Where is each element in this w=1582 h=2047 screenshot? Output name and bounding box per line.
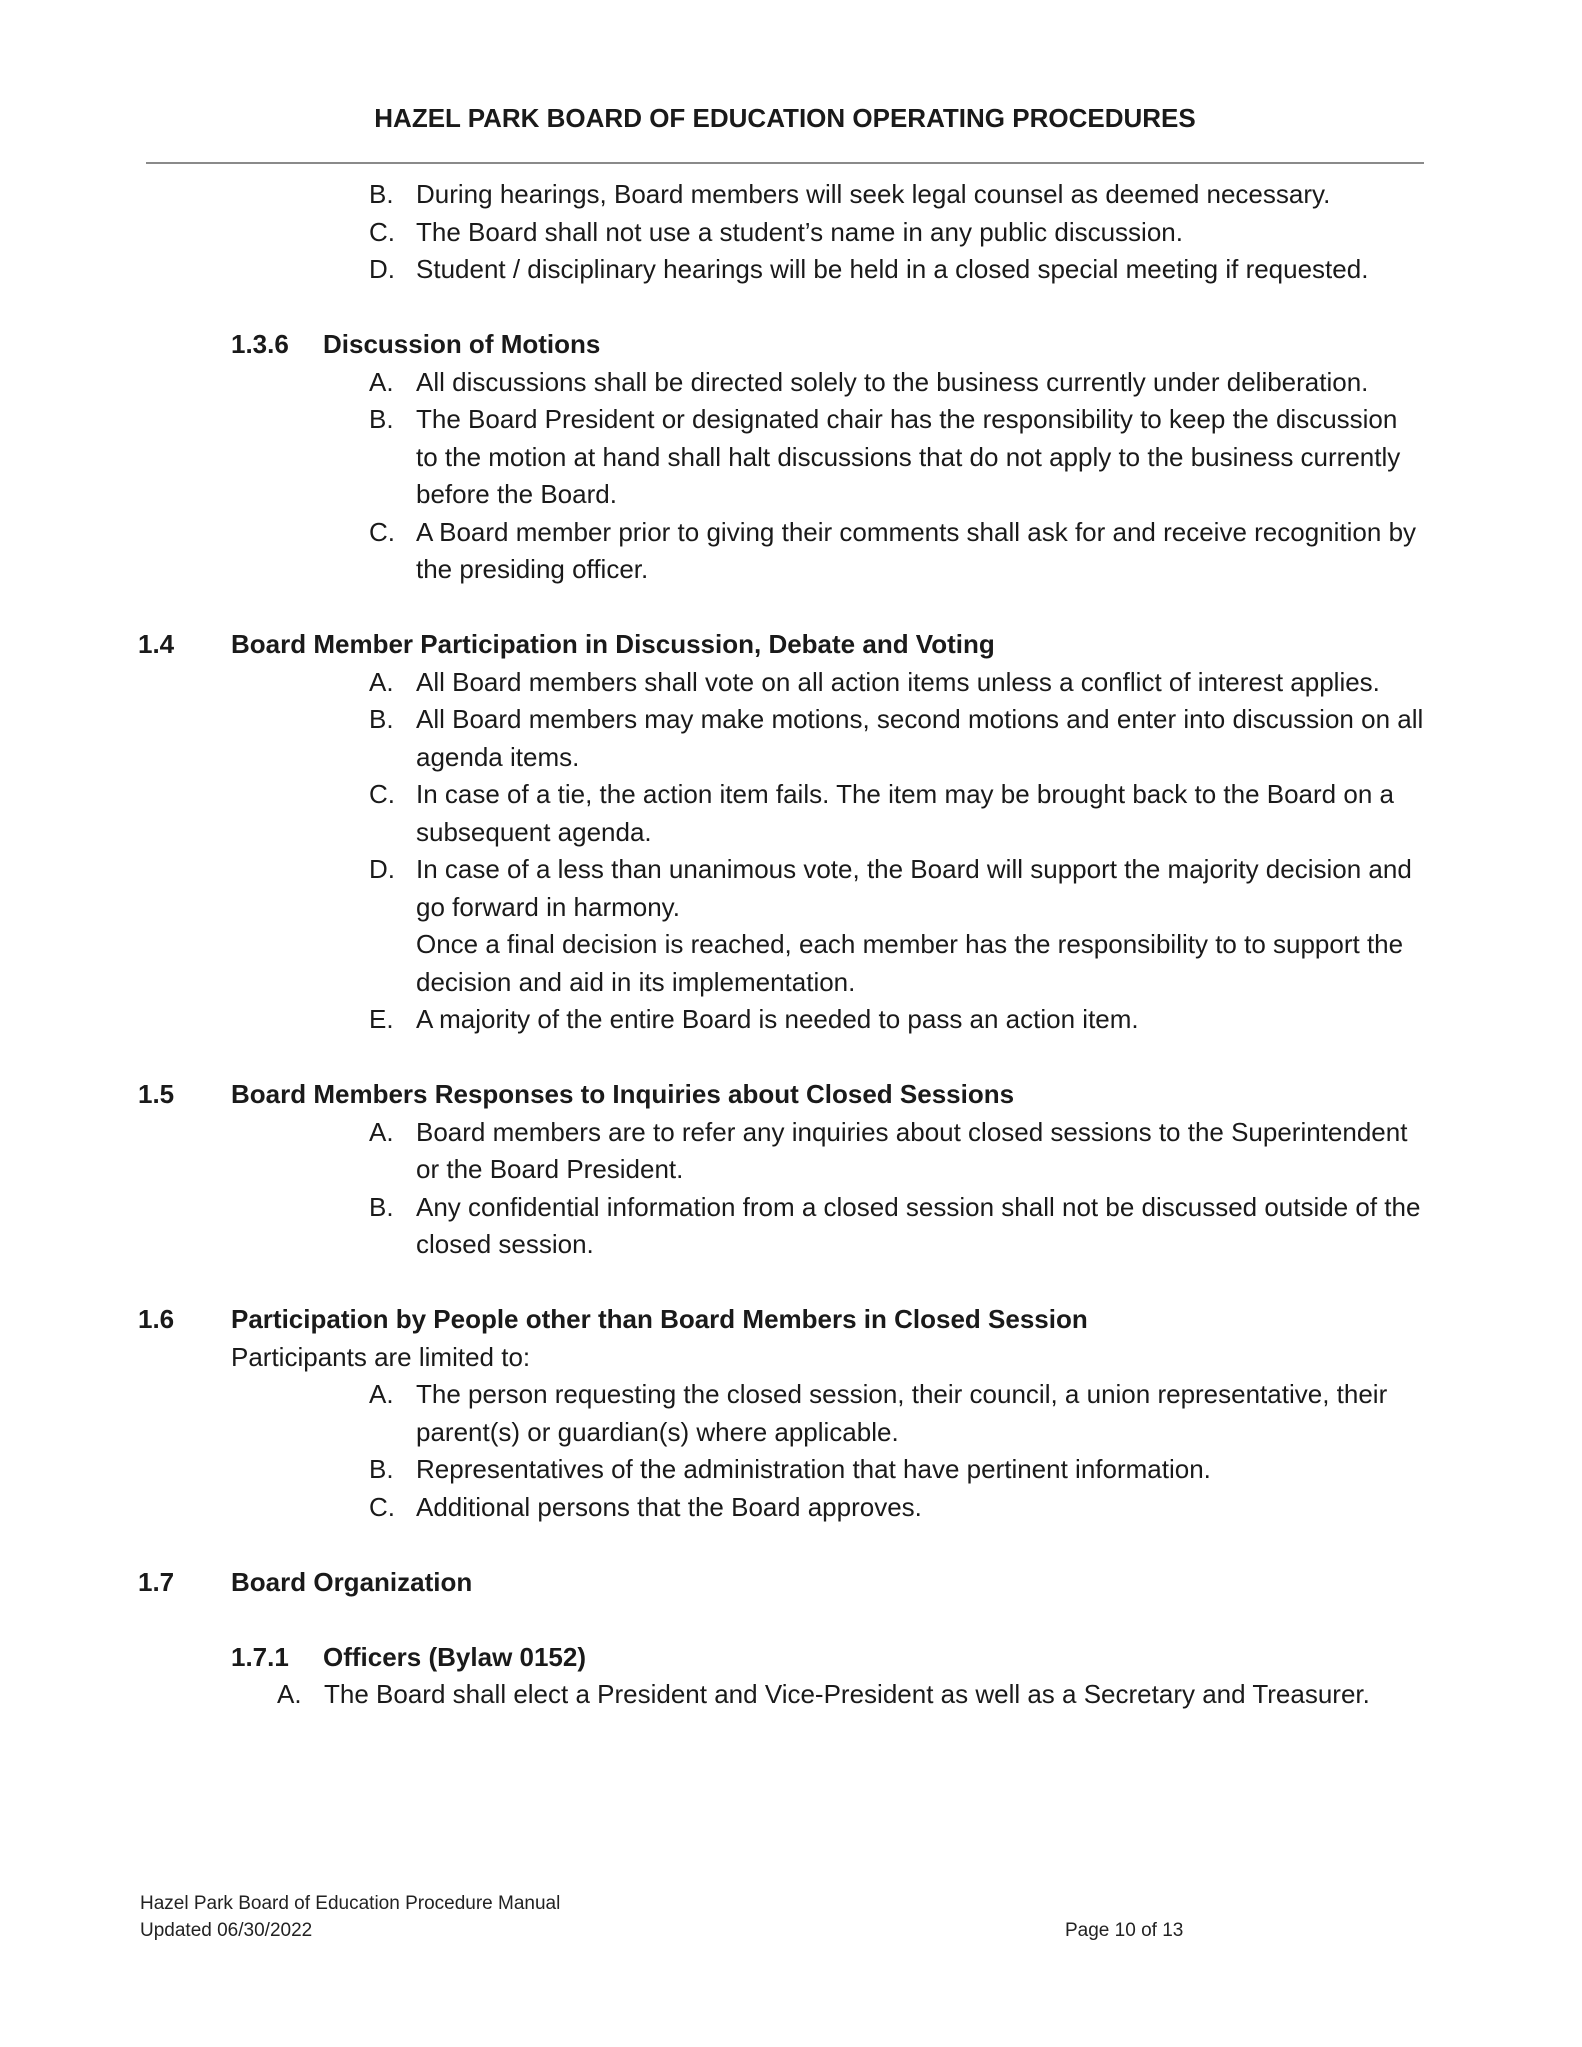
item-letter: C. <box>369 1491 395 1522</box>
section-intro: Participants are limited to: <box>231 1341 531 1372</box>
list-item <box>0 1451 1426 1489</box>
item-continuation: Once a final decision is reached, each member has the responsibility to to support the decision and aid in its implementation. <box>416 929 1404 997</box>
item-letter: A. <box>369 366 394 397</box>
section-number: 1.5 <box>138 1079 175 1109</box>
list-item <box>0 364 1426 402</box>
footer-updated-date: Updated 06/30/2022 <box>140 1920 313 1941</box>
item-letter: A. <box>369 1116 394 1147</box>
list-item <box>0 514 1426 589</box>
spacer <box>0 1264 1582 1302</box>
item-text: During hearings, Board members will seek legal counsel as deemed necessary. <box>416 179 1331 209</box>
list-item <box>0 664 1426 702</box>
list-item <box>0 1001 1426 1039</box>
list-item <box>0 401 1426 514</box>
section-title: Board Members Responses to Inquiries about Closed Sessions <box>231 1079 1015 1109</box>
item-letter: B. <box>369 179 394 209</box>
item-letter: D. <box>369 254 395 284</box>
section-heading-1-4 <box>0 626 1582 664</box>
list-item <box>0 701 1426 776</box>
section-title: Participation by People other than Board Members in Closed Session <box>231 1304 1088 1334</box>
item-text: A majority of the entire Board is needed to pass an action item. <box>416 1004 1139 1034</box>
item-text: The person requesting the closed session, their council, a union representative, their parent(s) or guardian(s) where applicable. <box>416 1379 1388 1447</box>
spacer <box>0 1601 1582 1639</box>
item-text: In case of a less than unanimous vote, the Board will support the majority decision and go forward in harmony. <box>416 854 1412 922</box>
list-item <box>0 851 1426 926</box>
item-letter: A. <box>369 1379 394 1409</box>
item-text: The Board President or designated chair has the responsibility to keep the discussion to the motion at hand shall halt discussions that do not apply to the business currently before the Board. <box>416 404 1401 509</box>
list-item <box>0 1676 1424 1714</box>
section-number: 1.7 <box>138 1566 175 1597</box>
item-letter: A. <box>369 666 394 697</box>
item-letter: B. <box>369 404 394 434</box>
item-text: The Board shall elect a President and Vice-President as well as a Secretary and Treasurer. <box>324 1679 1370 1709</box>
item-text: In case of a tie, the action item fails. The item may be brought back to the Board on a subsequent agenda. <box>416 779 1394 847</box>
item-text: All Board members may make motions, second motions and enter into discussion on all agenda items. <box>416 704 1424 772</box>
item-text: Additional persons that the Board approves. <box>416 1491 922 1522</box>
item-letter: C. <box>369 216 395 247</box>
item-letter: C. <box>369 779 395 809</box>
spacer <box>0 1039 1582 1077</box>
section-number: 1.6 <box>138 1304 175 1334</box>
section-heading-1-3-6 <box>0 326 1582 364</box>
document-body <box>0 176 1582 1714</box>
item-letter: A. <box>277 1679 302 1709</box>
section-title: Officers (Bylaw 0152) <box>323 1641 587 1672</box>
item-text: Board members are to refer any inquiries about closed sessions to the Superintendent or the Board President. <box>416 1116 1408 1184</box>
item-letter: B. <box>369 704 394 734</box>
list-item <box>0 251 1426 289</box>
spacer <box>0 589 1582 627</box>
list-item <box>0 1189 1426 1264</box>
item-letter: B. <box>369 1191 394 1222</box>
item-text: All discussions shall be directed solely to the business currently under deliberation. <box>416 366 1369 397</box>
section-heading-1-6 <box>0 1301 1582 1339</box>
page-header-title: HAZEL PARK BOARD OF EDUCATION OPERATING PROCEDURES <box>374 103 1196 133</box>
section-number: 1.4 <box>138 629 175 659</box>
list-item <box>0 776 1426 851</box>
section-number: 1.3.6 <box>231 329 289 359</box>
section-title: Board Member Participation in Discussion, Debate and Voting <box>231 629 995 659</box>
section-title: Board Organization <box>231 1566 473 1597</box>
section-number: 1.7.1 <box>231 1641 289 1672</box>
spacer <box>0 1526 1582 1564</box>
item-letter: C. <box>369 516 395 547</box>
item-text: Student / disciplinary hearings will be held in a closed special meeting if requested. <box>416 254 1369 284</box>
section-title: Discussion of Motions <box>323 329 601 359</box>
footer-manual-title: Hazel Park Board of Education Procedure Manual <box>140 1893 561 1914</box>
list-item <box>0 176 1426 214</box>
item-text: All Board members shall vote on all action items unless a conflict of interest applies. <box>416 666 1380 697</box>
footer-page-number: Page 10 of 13 <box>1065 1920 1184 1941</box>
item-letter: D. <box>369 854 395 884</box>
section-heading-1-7 <box>0 1564 1582 1602</box>
section-heading-1-5 <box>0 1076 1582 1114</box>
list-item <box>0 214 1426 252</box>
item-text: The Board shall not use a student’s name in any public discussion. <box>416 216 1183 247</box>
list-item <box>0 1489 1426 1527</box>
header-divider <box>146 162 1424 164</box>
item-letter: B. <box>369 1454 394 1484</box>
spacer <box>0 289 1582 327</box>
page-footer <box>140 1890 560 1944</box>
section-heading-1-7-1 <box>0 1639 1582 1677</box>
item-text: A Board member prior to giving their comments shall ask for and receive recognition by the presiding officer. <box>416 516 1417 584</box>
item-letter: E. <box>369 1004 394 1034</box>
list-item <box>0 1376 1426 1451</box>
item-text: Representatives of the administration that have pertinent information. <box>416 1454 1211 1484</box>
item-text: Any confidential information from a closed session shall not be discussed outside of the closed session. <box>416 1191 1421 1259</box>
list-item <box>0 1114 1426 1189</box>
